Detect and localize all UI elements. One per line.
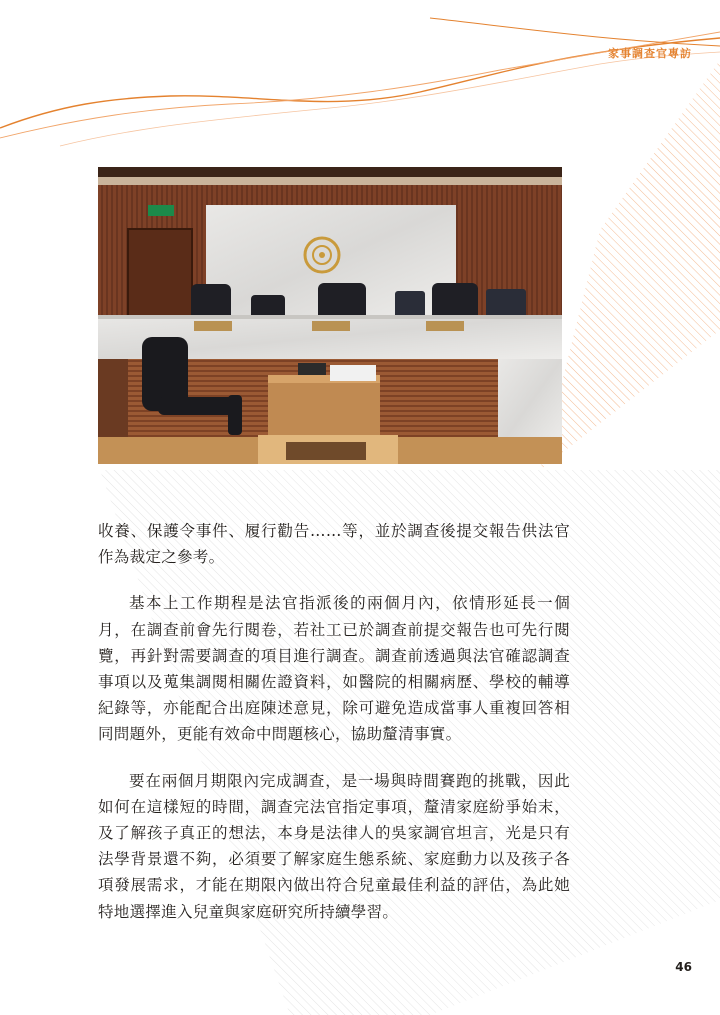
paragraph-2: 基本上工作期程是法官指派後的兩個月內，依情形延長一個月，在調查前會先行閱卷，若社工已於調查前提交報告也可先行閱覽，再針對需要調查的項目進行調查。調查前透過與法官確認調查事項以及蒐集調閱相關佐證資料，如醫院的相關病歷、學校的輔導紀錄等，亦能配合出庭陳述意見，除可避免造成當事人重複回答相同問題外，更能有效命中問題核心，協助釐清事實。 [98, 594, 570, 744]
courtroom-photo [98, 167, 562, 464]
paragraph-1: 收養、保護令事件、履行勸告……等，並於調查後提交報告供法官作為裁定之參考。 [98, 522, 570, 567]
section-title: 家事調查官專訪 [608, 47, 692, 60]
article-body [98, 518, 570, 945]
hatch-top-right [540, 60, 720, 470]
header-curve-3 [60, 52, 720, 146]
page-number: 46 [675, 960, 692, 974]
paragraph-3: 要在兩個月期限內完成調查，是一場與時間賽跑的挑戰，因此如何在這樣短的時間，調查完法官指定事項，釐清家庭紛爭始末，及了解孩子真正的想法，本身是法律人的吳家調官坦言，光是只有法學背景還不夠，必須要了解家庭生態系統、家庭動力以及孩子各項發展需求，才能在期限內做出符合兒童最佳利益的評估，為此她特地選擇進入兒童與家庭研究所持續學習。 [98, 771, 570, 921]
